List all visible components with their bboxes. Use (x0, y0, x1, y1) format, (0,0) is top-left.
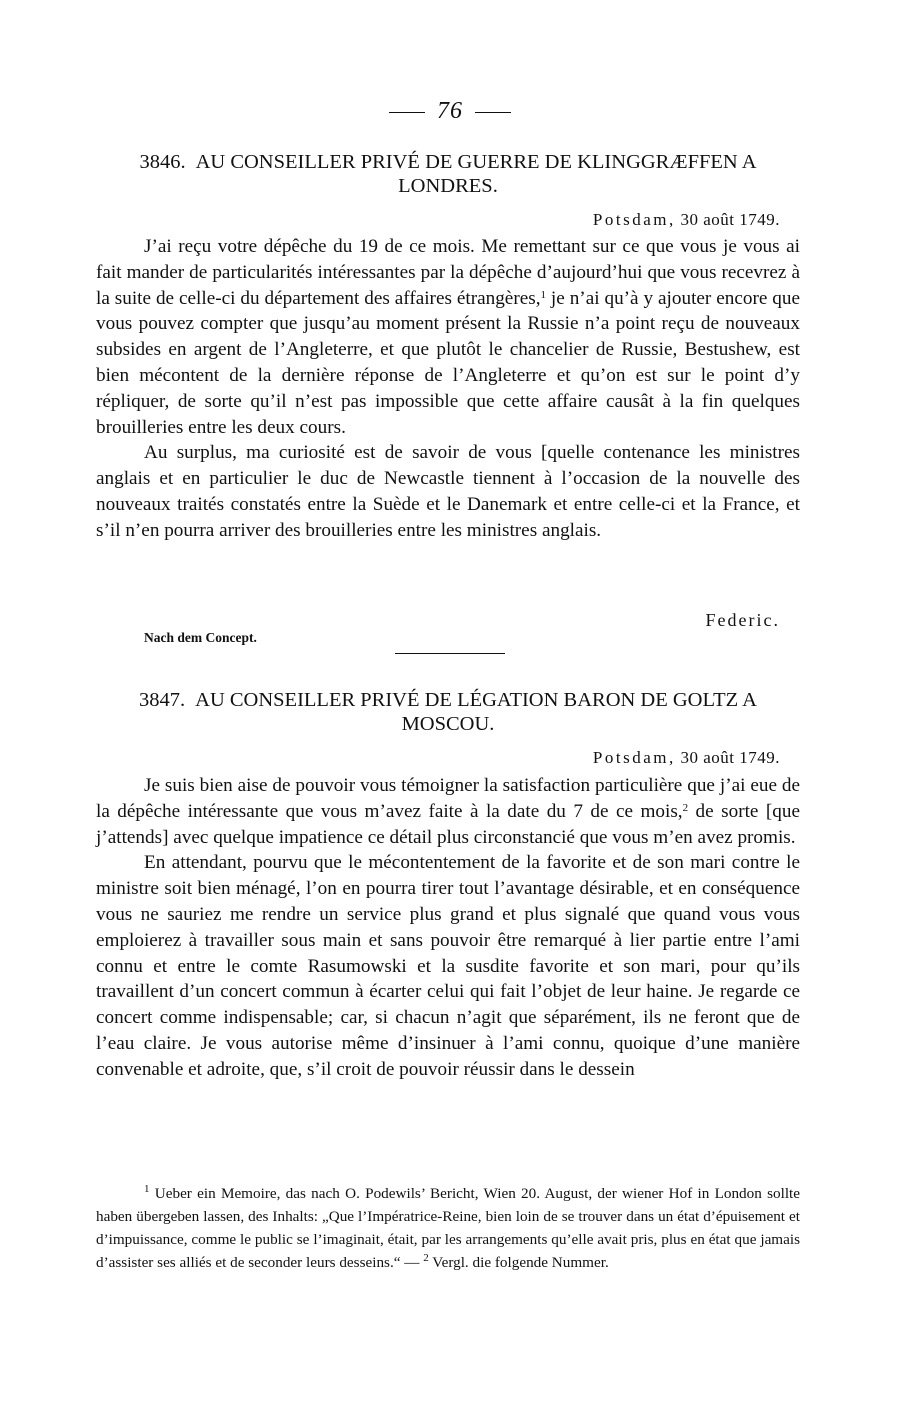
letter-3847-paragraph-1 (96, 773, 800, 850)
section-divider (395, 653, 505, 654)
paragraph-text-rest: de sorte [que j’attends] avec quelque impatience ce détail plus circonstancié que vous m’en avez promis. (96, 800, 800, 848)
letter-number: 3846. (139, 151, 186, 173)
letter-number: 3847. (139, 689, 186, 711)
paragraph-text-rest: je n’ai qu’à y ajouter encore que vous pouvez compter que jusqu’au moment présent la Russie n’a point reçu de nouveaux subsides en argent de l’Angleterre, et que plutôt le chancelier de Russie, Bestushew, est bien mécontent de la dernière réponse de l’Angleterre et qu’on est sur le point d’y répliquer, de sorte qu’il n’est pas impossible que cette affaire causât à la fin quelques brouilleries entre les deux cours. (96, 287, 800, 438)
right-dash (475, 112, 511, 113)
dateline-place: Potsdam, (592, 210, 676, 229)
page-number-line (0, 98, 900, 125)
footnote-1: Ueber ein Memoire, das nach O. Podewils’ Bericht, Wien 20. August, der wiener Hof in London sollte haben übergeben lassen, des Inhalts: „Que l’Impératrice-Reine, bien loin de se trouver dans un état d’épuisement et d’impuissance, comme le public se l’imaginait, était, par les arrangements qu’elle avait pris, plus en état que jamais d’assister ses alliés et de seconder leurs desseins.“ — (96, 1185, 800, 1272)
footnote-1-mark: 1 (144, 1183, 150, 1195)
letter-3846-body (96, 234, 800, 544)
paragraph-text: J’ai reçu votre dépêche du 19 de ce mois. Me remettant sur ce que vous je vous ai fait mander de particularités intéressantes par la dépêche d’aujourd’hui que vous recevrez à la suite de celle-ci du département des affaires étrangères, (96, 236, 800, 309)
letter-3846-paragraph-1 (96, 234, 800, 440)
letter-3846-paragraph-2: Au surplus, ma curiosité est de savoir de vous [quelle contenance les ministres anglais et en particulier le duc de Newcastle tiennent à l’occasion de la nouvelle des nouveaux traités constatés entre la Suède et le Danemark et entre celle-ci et la France, et s’il n’en pourra arriver des brouilleries entre les ministres anglais. (96, 442, 800, 541)
footnote-ref: 2 (682, 801, 689, 814)
signature: Federic. (705, 610, 780, 630)
letter-heading-text: AU CONSEILLER PRIVÉ DE GUERRE DE KLINGGRÆFFEN A LONDRES. (195, 151, 757, 197)
letter-3846-heading (96, 150, 800, 198)
footnote-text (96, 1182, 800, 1274)
letter-3846-dateline (593, 210, 780, 230)
letter-heading-text: AU CONSEILLER PRIVÉ DE LÉGATION BARON DE GOLTZ A MOSCOU. (195, 689, 757, 735)
dateline-date: 30 août 1749. (680, 748, 780, 767)
footnotes (96, 1182, 800, 1274)
footnote-2: Vergl. die folgende Nummer. (428, 1254, 609, 1272)
letter-3847-dateline (593, 748, 780, 768)
letter-3847-body (96, 773, 800, 1083)
letter-3847-heading (96, 688, 800, 736)
letter-3847-paragraph-2: En attendant, pourvu que le mécontentement de la favorite et de son mari contre le ministre soit bien ménagé, l’on en pourra tirer tout l’avantage désirable, et en conséquence vous ne sauriez me rendre un service plus grand et plus signalé que quand vous vous emploierez à travailler sous main et sans pouvoir être remarqué à lier partie entre l’ami connu et entre le comte Rasumowski et la susdite favorite et son mari, pour qu’ils travaillent d’un concert commun à écarter celui qui fait l’objet de leur haine. Je regarde ce concert comme indispensable; car, si chacun n’agit que séparément, ils ne feront que de l’eau claire. Je vous autorise même d’insinuer à l’ami connu, quoique d’une manière convenable et adroite, que, s’il croit de pouvoir réussir dans le dessein (96, 852, 800, 1080)
left-dash (389, 112, 425, 113)
footnote-2-mark: 2 (423, 1252, 429, 1265)
source-note: Nach dem Concept. (144, 630, 257, 645)
page-number: 76 (437, 98, 463, 124)
dateline-place: Potsdam, (592, 748, 676, 767)
dateline-date: 30 août 1749. (680, 210, 780, 229)
paragraph-text: Je suis bien aise de pouvoir vous témoigner la satisfaction particulière que j’ai eue de la dépêche intéressante que vous m’avez faite à la date du 7 de ce mois, (96, 775, 800, 822)
footnote-ref: 1 (540, 288, 546, 301)
